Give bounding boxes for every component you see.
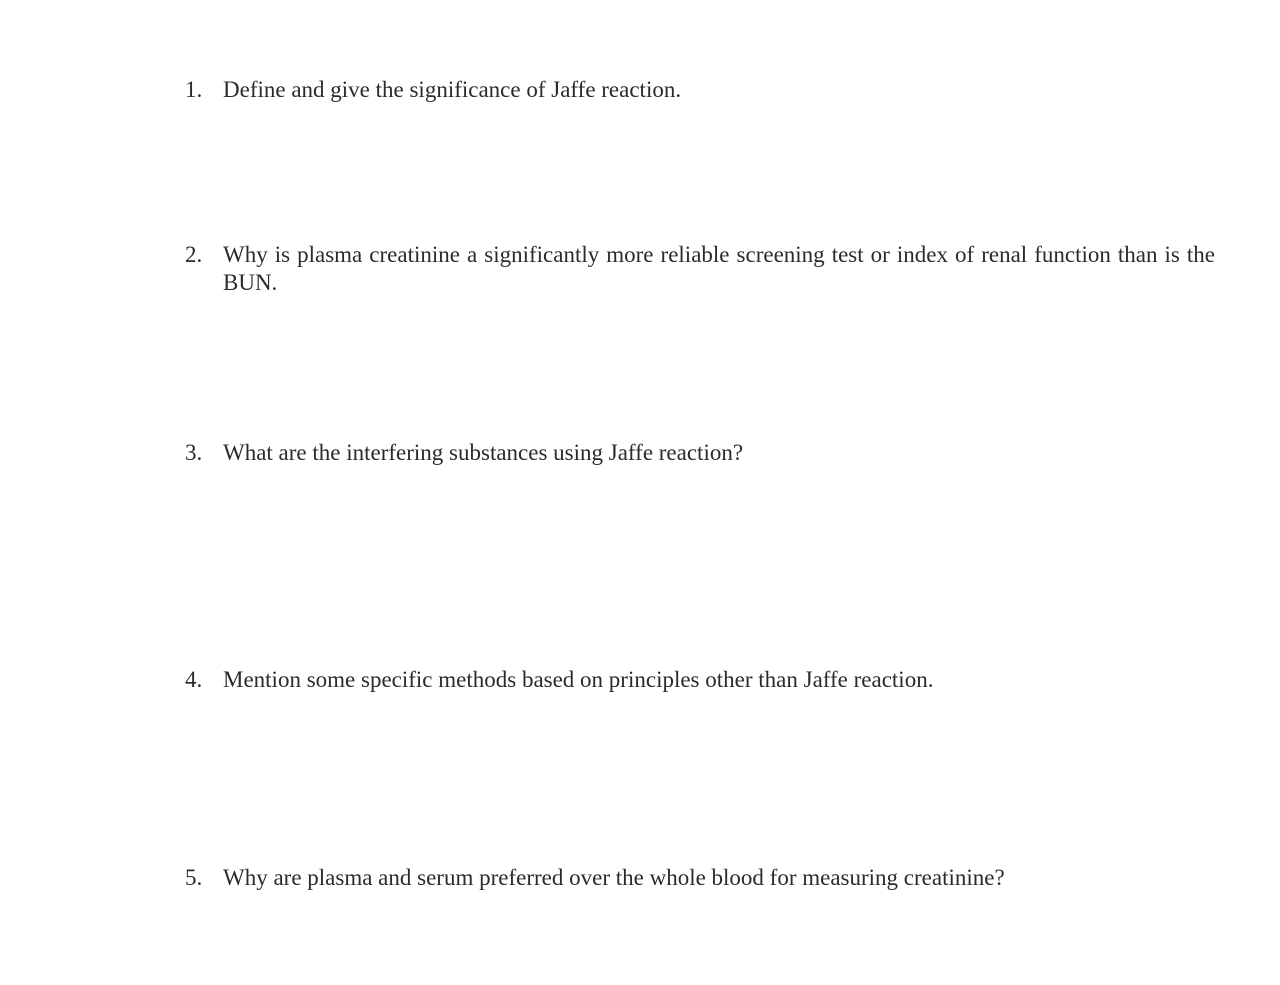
question-item [185,439,1215,467]
question-text: Mention some specific methods based on principles other than Jaffe reaction. [223,667,934,692]
question-item [185,864,1215,892]
question-number: 3. [185,440,203,465]
question-text: Why are plasma and serum preferred over the whole blood for measuring creatinine? [223,865,1005,890]
question-number: 4. [185,667,203,692]
question-number: 5. [185,865,203,890]
question-text: What are the interfering substances using Jaffe reaction? [223,440,744,465]
question-text: Why is plasma creatinine a significantly more reliable screening test or index of renal function than is the BUN. [223,242,1215,295]
question-item [185,76,1215,104]
question-item [185,241,1215,297]
question-item [185,666,1215,694]
question-number: 2. [185,242,203,267]
question-text: Define and give the significance of Jaffe reaction. [223,77,682,102]
question-number: 1. [185,77,203,102]
